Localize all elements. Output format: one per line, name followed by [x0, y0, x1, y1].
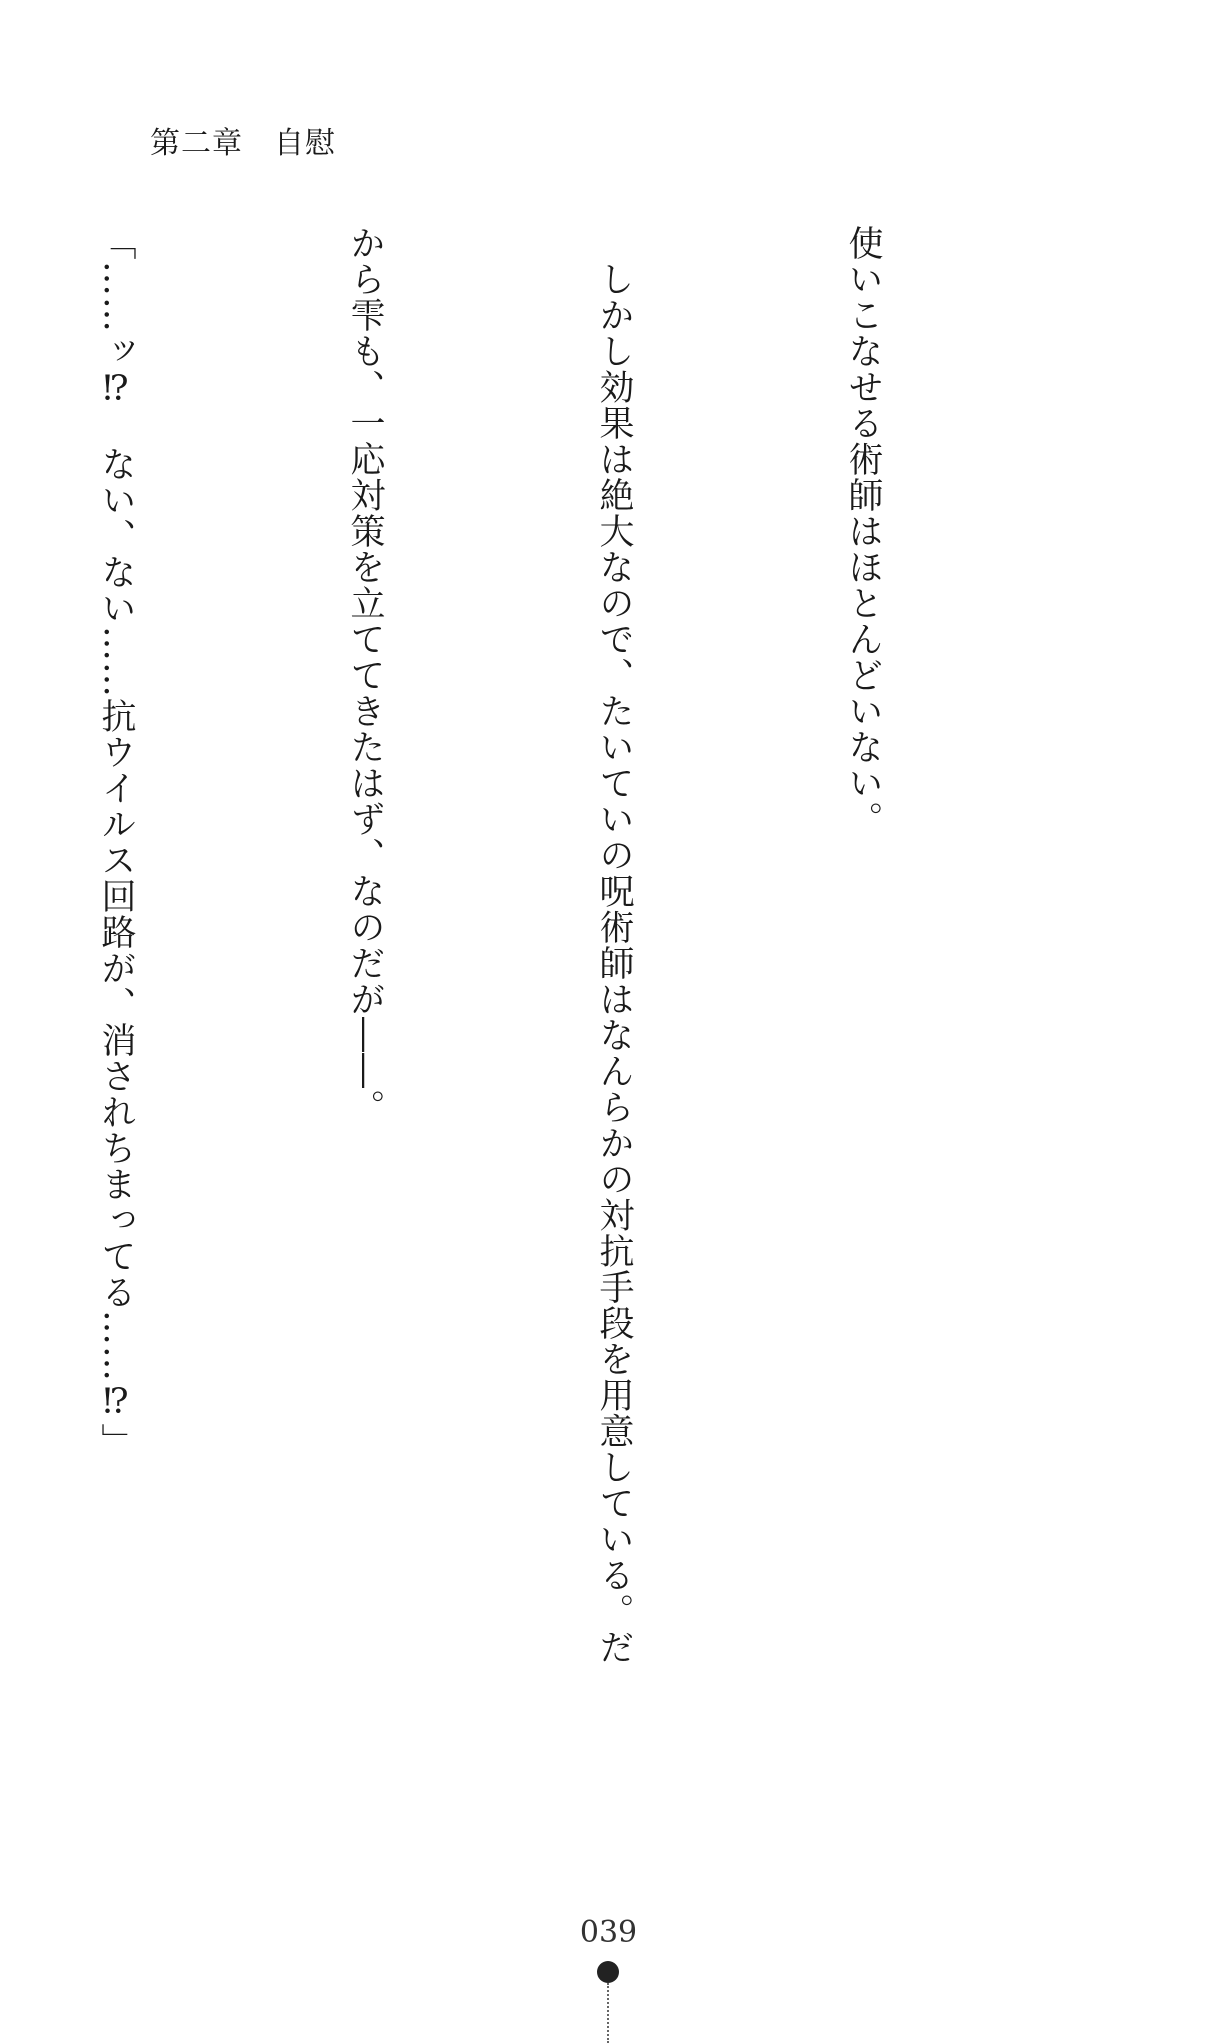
text-line: 「……ッ⁉ ない、ない……抗ウイルス回路が、消されちまってる……⁉」 — [96, 225, 136, 1459]
chapter-header: 第二章 自慰 — [150, 126, 336, 161]
text-line: 使いこなせる術師はほとんどいない。 — [843, 225, 883, 837]
page-marker-dot — [597, 1961, 619, 1983]
body-text — [96, 225, 1070, 1665]
text-line: から雫も、一応対策を立ててきたはず、なのだが――。 — [345, 225, 385, 1125]
page-number: 039 — [579, 1915, 638, 1950]
page-marker-line — [607, 1983, 609, 2043]
text-line: しかし効果は絶大なので、たいていの呪術師はなんらかの対抗手段を用意している。だ — [594, 225, 634, 1665]
